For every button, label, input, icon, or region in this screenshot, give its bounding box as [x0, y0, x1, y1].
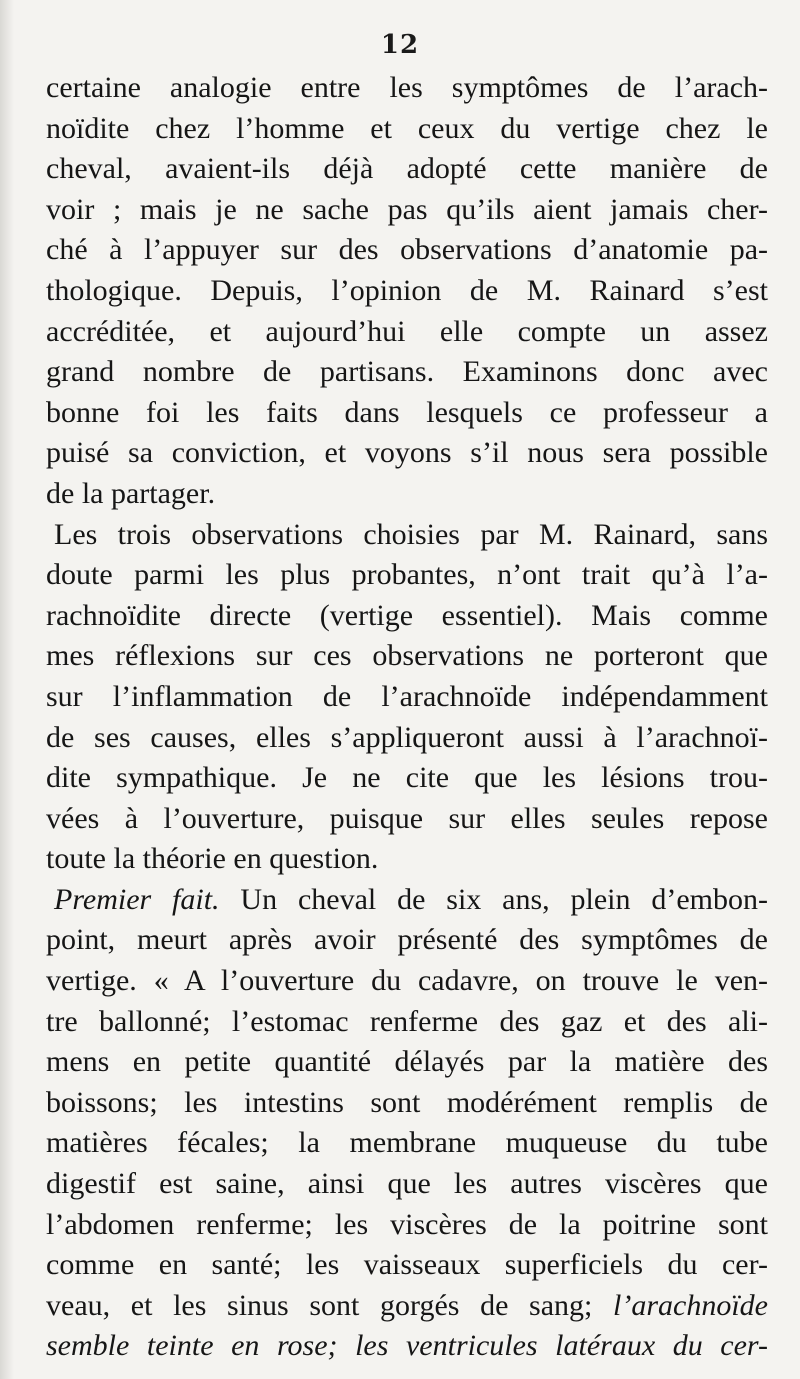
text-line	[46, 799, 768, 840]
text-line	[46, 352, 768, 393]
line-text: vées à l’ouverture, puisque sur elles seules repose	[46, 801, 768, 835]
text-line	[46, 961, 768, 1002]
line-text: boissons; les intestins sont modérément remplis de	[46, 1085, 768, 1119]
text-line	[46, 190, 768, 231]
page-number: 12	[380, 30, 420, 60]
line-text: voir ; mais je ne sache pas qu’ils aient jamais cher-	[46, 192, 768, 226]
text-line	[46, 1123, 768, 1164]
text-line	[46, 1042, 768, 1083]
text-line	[46, 555, 768, 596]
text-line	[46, 109, 768, 150]
text-line	[46, 596, 768, 637]
line-text: puisé sa conviction, et voyons s’il nous sera possible	[46, 436, 768, 470]
line-text: veau, et les sinus sont gorgés de sang;	[46, 1288, 593, 1322]
line-text: rachnoïdite directe (vertige essentiel). Mais comme	[46, 598, 768, 632]
line-text: vertige. « A l’ouverture du cadavre, on trouve le ven-	[46, 964, 768, 998]
text-line	[46, 515, 768, 556]
text-line	[46, 271, 768, 312]
text-line	[46, 636, 768, 677]
text-line	[46, 1326, 768, 1367]
italic-text: semble teinte en rose; les ventricules latéraux du cer-	[46, 1329, 768, 1363]
line-text: matières fécales; la membrane muqueuse du tube	[46, 1126, 768, 1160]
text-line	[46, 718, 768, 759]
body-text	[46, 68, 768, 1367]
line-text: comme en santé; les vaisseaux superficiels du cer-	[46, 1248, 768, 1282]
line-text: digestif est saine, ainsi que les autres viscères que	[46, 1167, 768, 1201]
line-text: grand nombre de partisans. Examinons donc avec	[46, 355, 768, 389]
line-text: noïdite chez l’homme et ceux du vertige chez le	[46, 111, 768, 145]
text-line	[46, 1083, 768, 1124]
text-line	[46, 230, 768, 271]
line-text: de ses causes, elles s’appliqueront aussi à l’arachnoï-	[46, 720, 768, 754]
page-binding-shadow	[0, 0, 14, 1379]
line-text: mes réflexions sur ces observations ne porteront que	[46, 639, 768, 673]
text-line	[46, 880, 768, 921]
line-text: de la partager.	[46, 476, 216, 510]
line-text: point, meurt après avoir présenté des symptômes de	[46, 923, 768, 957]
text-line	[46, 758, 768, 799]
line-text: tre ballonné; l’estomac renferme des gaz et des ali-	[46, 1004, 768, 1038]
text-line	[46, 839, 768, 880]
line-text: certaine analogie entre les symptômes de l’arach-	[46, 71, 768, 104]
text-line	[46, 1245, 768, 1286]
text-line	[46, 677, 768, 718]
line-text: toute la théorie en question.	[46, 842, 379, 876]
line-text: cheval, avaient-ils déjà adopté cette manière de	[46, 152, 768, 186]
line-text: doute parmi les plus probantes, n’ont trait qu’à l’a-	[46, 558, 768, 592]
line-text: dite sympathique. Je ne cite que les lésions trou-	[46, 761, 768, 795]
line-text: sur l’inflammation de l’arachnoïde indépendamment	[46, 679, 768, 713]
text-line	[46, 474, 768, 515]
line-text: Les trois observations choisies par M. Rainard, sans	[54, 517, 768, 551]
line-text: l’abdomen renferme; les viscères de la poitrine sont	[46, 1207, 768, 1241]
line-text: bonne foi les faits dans lesquels ce professeur a	[46, 395, 768, 429]
text-line	[46, 68, 768, 109]
line-text: ché à l’appuyer sur des observations d’anatomie pa-	[46, 233, 768, 267]
italic-text: Premier fait.	[54, 882, 220, 916]
line-text: accréditée, et aujourd’hui elle compte un assez	[46, 314, 768, 348]
text-line	[46, 149, 768, 190]
line-text: thologique. Depuis, l’opinion de M. Rainard s’est	[46, 273, 768, 307]
text-line	[46, 920, 768, 961]
text-line	[46, 1164, 768, 1205]
italic-text: l’arachnoïde	[592, 1288, 768, 1322]
text-line	[46, 1205, 768, 1246]
text-line	[46, 393, 768, 434]
text-line	[46, 1286, 768, 1327]
text-line	[46, 312, 768, 353]
line-text: mens en petite quantité délayés par la matière des	[46, 1045, 768, 1079]
line-text: Un cheval de six ans, plein d’embon-	[219, 882, 768, 916]
text-line	[46, 1002, 768, 1043]
text-line	[46, 433, 768, 474]
